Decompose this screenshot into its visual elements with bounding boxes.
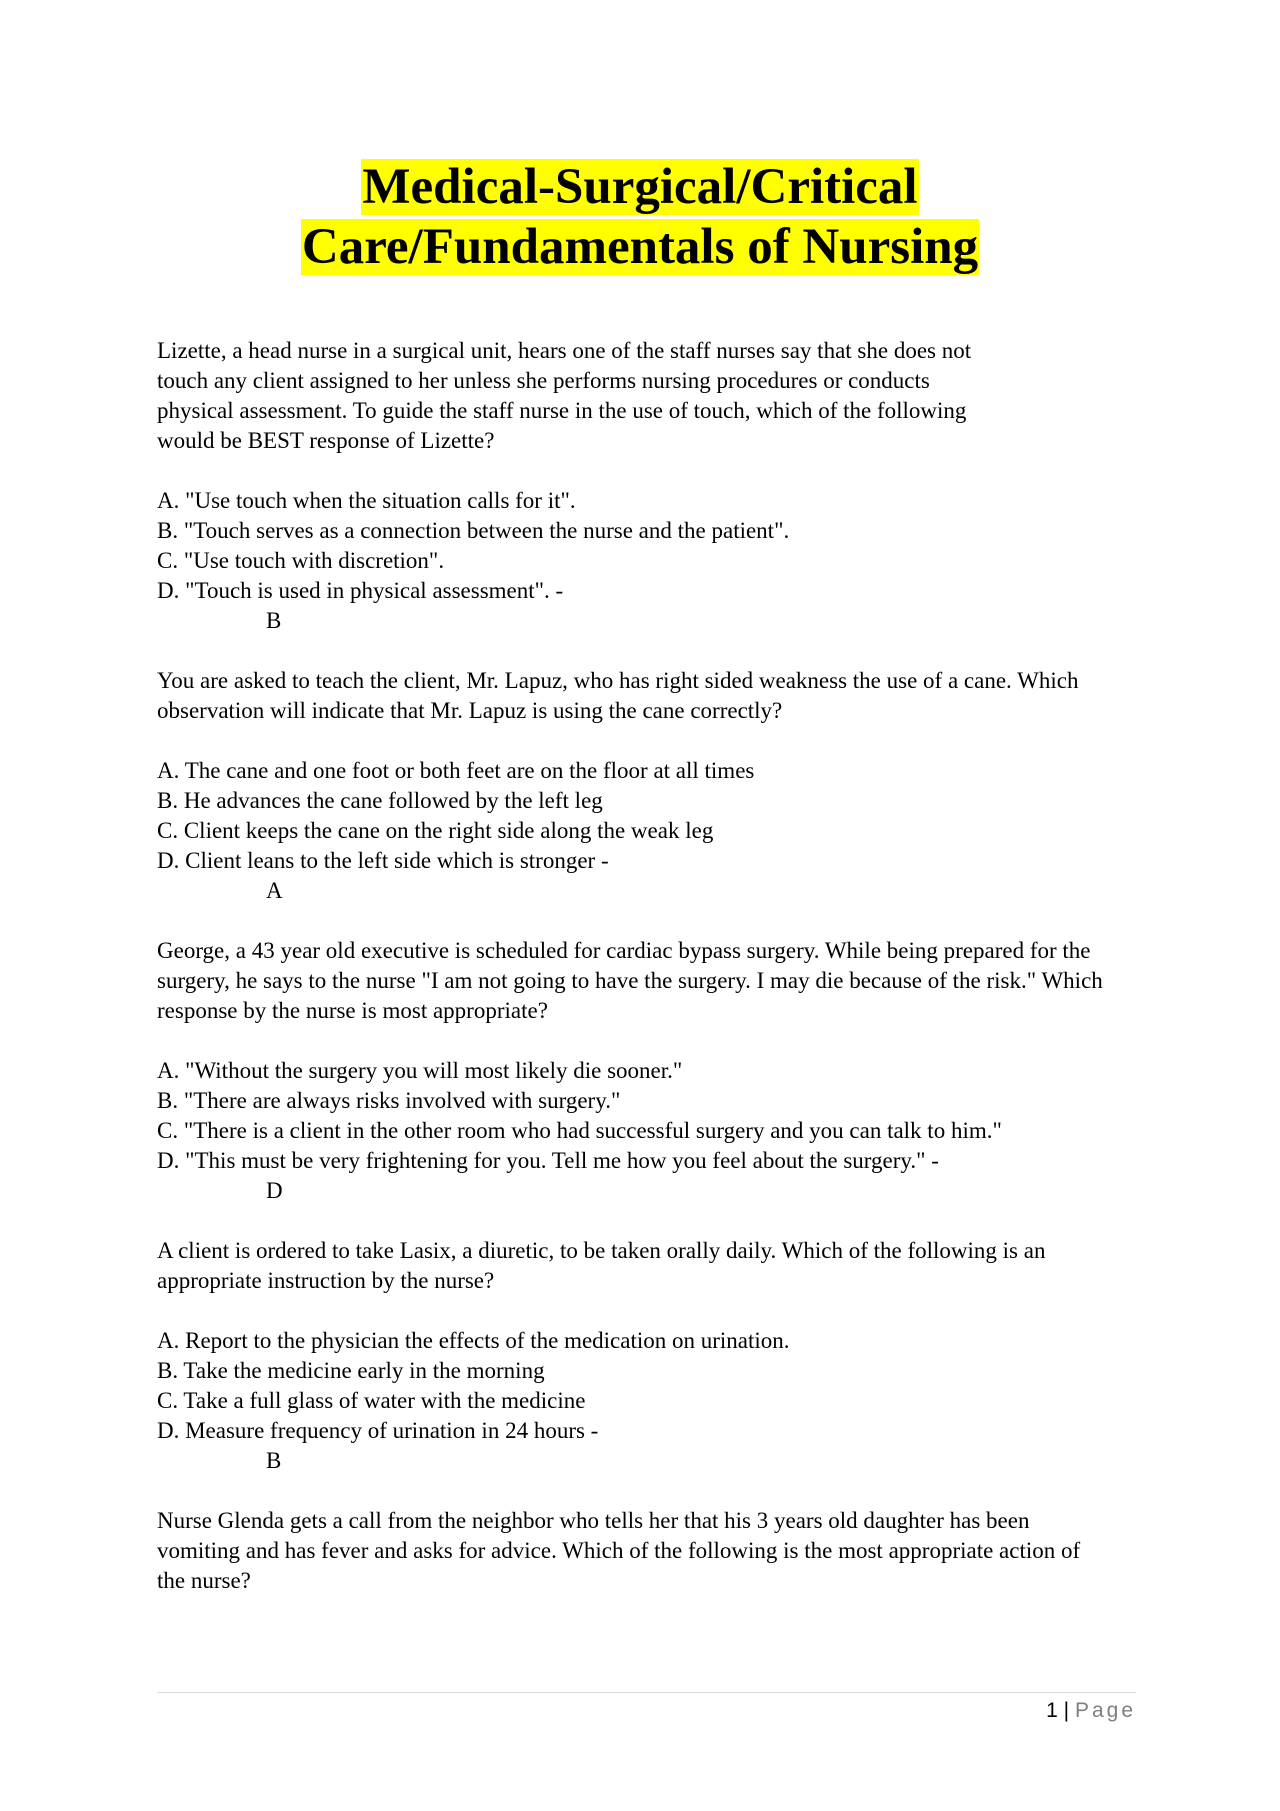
answer-options	[157, 756, 1137, 876]
answer-options	[157, 1056, 1137, 1176]
title-line-2: Care/Fundamentals of Nursing	[301, 219, 979, 275]
option-c: C. Client keeps the cane on the right side along the weak leg	[157, 818, 714, 843]
questions-list	[157, 336, 1137, 1626]
option-b: B. He advances the cane followed by the left leg	[157, 788, 603, 813]
footer-divider	[157, 1692, 1136, 1693]
document-title	[0, 157, 1280, 277]
question-stem: George, a 43 year old executive is scheduled for cardiac bypass surgery. While being prepared for the surgery, he says to the nurse "I am not going to have the surgery. I may die because of the risk." Which response by the nurse is most appropriate?	[157, 938, 1103, 1023]
page-number: 1	[1046, 1699, 1058, 1722]
option-b: B. Take the medicine early in the morning	[157, 1358, 545, 1383]
option-d: D. Measure frequency of urination in 24 hours -	[157, 1418, 599, 1443]
option-b: B. "There are always risks involved with surgery."	[157, 1088, 621, 1113]
correct-answer: A	[266, 878, 283, 903]
option-d: D. "This must be very frightening for you. Tell me how you feel about the surgery." -	[157, 1148, 939, 1173]
page-label: Page	[1074, 1699, 1136, 1722]
correct-answer: B	[266, 1448, 282, 1473]
correct-answer: B	[266, 608, 282, 633]
page-footer	[1046, 1696, 1136, 1726]
option-c: C. Take a full glass of water with the medicine	[157, 1388, 586, 1413]
answer-options	[157, 486, 1137, 606]
question-2	[157, 666, 1137, 906]
option-a: A. The cane and one foot or both feet are on the floor at all times	[157, 758, 755, 783]
question-5	[157, 1506, 1137, 1596]
question-3	[157, 936, 1137, 1206]
option-c: C. "There is a client in the other room who had successful surgery and you can talk to him."	[157, 1118, 1002, 1143]
question-stem: Lizette, a head nurse in a surgical unit, hears one of the staff nurses say that she does not touch any client assigned to her unless she performs nursing procedures or conducts physical assessment. To guide the staff nurse in the use of touch, which of the following would be BEST response of Lizette?	[157, 338, 972, 453]
correct-answer: D	[266, 1178, 283, 1203]
question-4	[157, 1236, 1137, 1476]
title-line-1: Medical-Surgical/Critical	[362, 159, 918, 215]
question-stem: A client is ordered to take Lasix, a diuretic, to be taken orally daily. Which of the following is an appropriate instruction by the nurse?	[157, 1238, 1046, 1293]
option-c: C. "Use touch with discretion".	[157, 548, 445, 573]
option-b: B. "Touch serves as a connection between the nurse and the patient".	[157, 518, 790, 543]
question-1	[157, 336, 1137, 636]
answer-options	[157, 1326, 1137, 1446]
footer-separator: |	[1063, 1699, 1070, 1722]
option-a: A. "Without the surgery you will most likely die sooner."	[157, 1058, 683, 1083]
option-d: D. "Touch is used in physical assessment". -	[157, 578, 564, 603]
option-a: A. Report to the physician the effects of the medication on urination.	[157, 1328, 790, 1353]
option-d: D. Client leans to the left side which is stronger -	[157, 848, 609, 873]
question-stem: Nurse Glenda gets a call from the neighbor who tells her that his 3 years old daughter has been vomiting and has fever and asks for advice. Which of the following is the most appropriate action of the nurse?	[157, 1508, 1081, 1593]
option-a: A. "Use touch when the situation calls for it".	[157, 488, 576, 513]
question-stem: You are asked to teach the client, Mr. Lapuz, who has right sided weakness the use of a cane. Which observation will indicate that Mr. Lapuz is using the cane correctly?	[157, 668, 1079, 723]
